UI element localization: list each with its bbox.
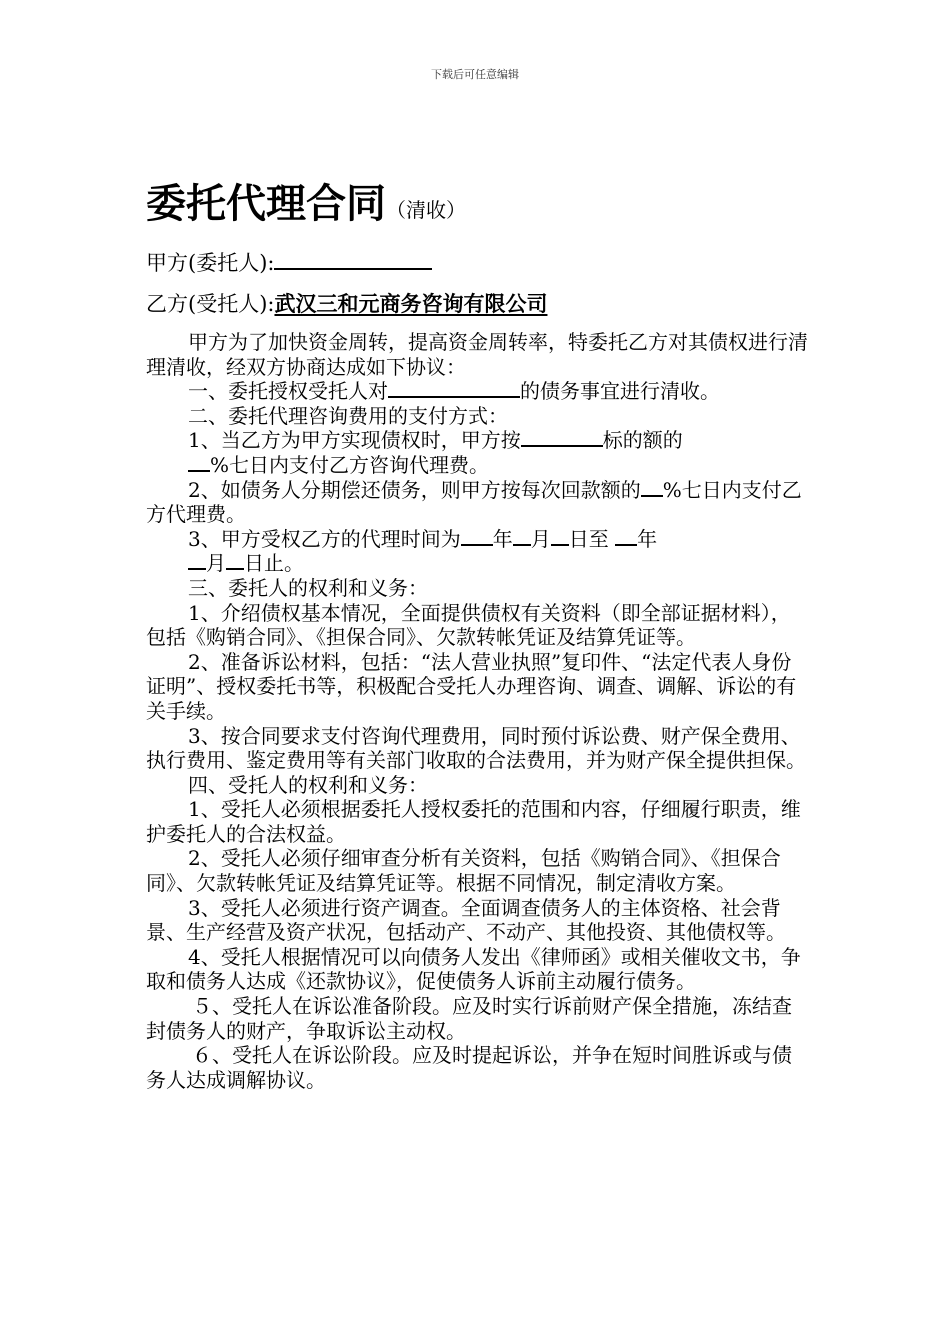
contract-body: [146, 330, 810, 1092]
party-b-line: [146, 292, 810, 316]
s2-3-blank-month2: [188, 552, 206, 570]
party-a-blank: [274, 248, 432, 270]
section-4-item-2: 2、受托人必须仔细审查分析有关资料，包括《购销合同》、《担保合同》、欠款转帐凭证及结算凭证等。根据不同情况，制定清收方案。: [146, 846, 781, 896]
s2-3-blank-day2: [226, 552, 244, 570]
section-1-post: 的债务事宜进行清收。: [520, 379, 720, 404]
document-subtitle: （清收）: [386, 198, 466, 222]
section-2-item-3: [146, 527, 810, 576]
header-note: 下载后可任意编辑: [431, 68, 519, 81]
s2-2-blank-percent: [641, 479, 663, 497]
section-3-item-1: 1、介绍债权基本情况，全面提供债权有关资料（即全部证据材料），包括《购销合同》、《担保合同》、欠款转帐凭证及结算凭证等。: [146, 600, 791, 650]
section-4-item-1: 1、受托人必须根据委托人授权委托的范围和内容，仔细履行职责，维护委托人的合法权益。: [146, 797, 801, 846]
contract-document: [146, 172, 810, 1092]
section-3-item-2: 2、准备诉讼材料，包括：“法人营业执照”复印件、“法定代表人身份证明”、授权委托书等，积极配合受托人办理咨询、调查、调解、诉讼的有关手续。: [146, 649, 797, 723]
s2-2-post: %七日内支付乙方代理费。: [146, 477, 802, 527]
s2-3-blank-year1: [461, 528, 493, 546]
party-b-name: 武汉三和元商务咨询有限公司: [274, 291, 548, 316]
s2-3-blank-year2: [615, 528, 637, 546]
s2-3-year2: 年: [637, 526, 658, 551]
section-1: [146, 379, 810, 404]
s2-1-blank-percent: [188, 454, 210, 472]
section-2-item-1: [146, 428, 810, 477]
s2-2-pre: 2、如债务人分期偿还债务，则甲方按每次回款额的: [188, 477, 641, 502]
intro-paragraph: 甲方为了加快资金周转，提高资金周转率，特委托乙方对其债权进行清理清收，经双方协商达成如下协议：: [146, 330, 808, 379]
s2-3-year1: 年: [492, 526, 513, 551]
s2-3-month2: 月: [206, 551, 226, 576]
section-4-heading: 四、受托人的权利和义务：: [188, 772, 428, 797]
s2-3-blank-day1: [551, 528, 569, 546]
s2-3-blank-month1: [513, 528, 531, 546]
title-row: [146, 172, 810, 232]
s2-1-pre: 1、当乙方为甲方实现债权时，甲方按: [188, 428, 521, 453]
section-2-heading: 二、委托代理咨询费用的支付方式：: [188, 403, 508, 428]
s2-3-pre: 3、甲方受权乙方的代理时间为: [188, 526, 461, 551]
party-b-label: 乙方(受托人):: [146, 292, 275, 316]
section-3-item-3: 3、按合同要求支付咨询代理费用，同时预付诉讼费、财产保全费用、执行费用、鉴定费用等有关部门收取的合法费用，并为财产保全提供担保。: [146, 723, 806, 773]
party-a-line: [146, 248, 810, 275]
party-a-label: 甲方(委托人):: [146, 251, 275, 275]
section-4-item-6: ６、受托人在诉讼阶段。应及时提起诉讼，并争在短时间胜诉或与债务人达成调解协议。: [146, 1043, 792, 1092]
section-4-item-3: 3、受托人必须进行资产调查。全面调查债务人的主体资格、社会背景、生产经营及资产状况，包括动产、不动产、其他投资、其他债权等。: [146, 895, 786, 945]
document-title: 委托代理合同: [146, 180, 386, 227]
s2-3-month1: 月: [530, 526, 551, 551]
section-1-blank: [388, 380, 520, 398]
s2-3-day2: 日止。: [244, 551, 304, 576]
section-4-item-4: 4、受托人根据情况可以向债务人发出《律师函》或相关催收文书，争取和债务人达成《还款协议》，促使债务人诉前主动履行债务。: [146, 944, 801, 994]
section-1-pre: 一、委托授权受托人对: [188, 379, 388, 404]
s2-1-mid: 标的额的: [602, 428, 683, 453]
section-2-item-2: [146, 478, 810, 527]
s2-3-day1: 日至: [568, 526, 609, 551]
section-4-item-5: ５、受托人在诉讼准备阶段。应及时实行诉前财产保全措施，冻结查封债务人的财产，争取诉讼主动权。: [146, 994, 792, 1043]
s2-1-post: %七日内支付乙方咨询代理费。: [210, 452, 490, 477]
s2-1-blank-basis: [521, 429, 603, 447]
section-3-heading: 三、委托人的权利和义务：: [188, 575, 428, 600]
